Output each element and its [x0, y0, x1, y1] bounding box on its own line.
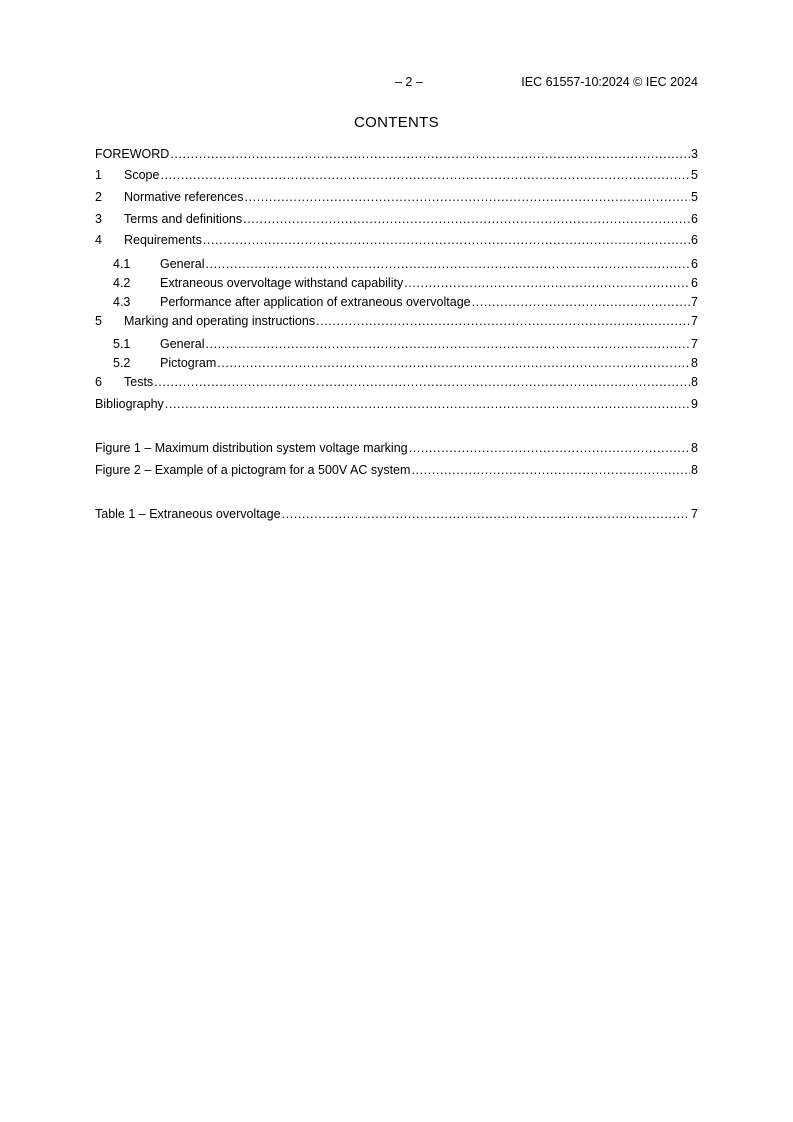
toc-entry-number: 4: [95, 233, 102, 247]
leader-dots: [154, 374, 690, 390]
figure-entry-title: Figure 1 – Maximum distribution system voltage marking: [95, 441, 408, 455]
toc-entry-4-2-withstand[interactable]: [113, 275, 698, 291]
figure-entry-1[interactable]: [95, 440, 698, 456]
toc-entry-title: Performance after application of extraneous overvoltage: [160, 295, 471, 309]
toc-entry-4-1-general[interactable]: [113, 256, 698, 272]
toc-entry-scope[interactable]: [95, 167, 698, 183]
toc-entry-page: 5: [691, 190, 698, 204]
toc-entry-page: 7: [691, 314, 698, 328]
toc-entry-number: 4.1: [113, 257, 131, 271]
toc-entry-tests[interactable]: [95, 374, 698, 390]
leader-dots: [472, 294, 690, 310]
toc-entry-title: General: [160, 337, 205, 351]
leader-dots: [205, 336, 690, 352]
toc-entry-number: 5.1: [113, 337, 131, 351]
toc-entry-terms-and-definitions[interactable]: [95, 211, 698, 227]
toc-entry-page: 6: [691, 212, 698, 226]
figure-entry-page: 8: [691, 441, 698, 455]
toc-entry-normative-references[interactable]: [95, 189, 698, 205]
toc-entry-title: Tests: [124, 375, 154, 389]
figure-entry-2[interactable]: [95, 462, 698, 478]
table-entry-title: Table 1 – Extraneous overvoltage: [95, 507, 281, 521]
leader-dots: [316, 313, 690, 329]
toc-entry-title: Extraneous overvoltage withstand capability: [160, 276, 404, 290]
leader-dots: [217, 355, 690, 371]
toc-entry-page: 6: [691, 276, 698, 290]
toc-entry-page: 6: [691, 257, 698, 271]
toc-entry-bibliography[interactable]: [95, 396, 698, 412]
leader-dots: [243, 211, 690, 227]
toc-entry-title: Bibliography: [95, 397, 164, 411]
toc-entry-title: Normative references: [124, 190, 244, 204]
page-number: – 2 –: [395, 75, 423, 89]
toc-entry-page: 6: [691, 233, 698, 247]
leader-dots: [411, 462, 690, 478]
toc-entry-number: 1: [95, 168, 102, 182]
toc-entry-page: 9: [691, 397, 698, 411]
toc-entry-page: 3: [691, 147, 698, 161]
toc-entry-number: 5.2: [113, 356, 131, 370]
leader-dots: [282, 506, 691, 522]
toc-entry-page: 8: [691, 356, 698, 370]
page-header: [95, 75, 698, 93]
toc-entry-number: 4.3: [113, 295, 131, 309]
leader-dots: [409, 440, 690, 456]
toc-entry-page: 5: [691, 168, 698, 182]
toc-entry-foreword[interactable]: [95, 146, 698, 162]
toc-entry-page: 7: [691, 295, 698, 309]
toc-entry-4-3-performance[interactable]: [113, 294, 698, 310]
toc-entry-requirements[interactable]: [95, 232, 698, 248]
leader-dots: [160, 167, 690, 183]
leader-dots: [203, 232, 690, 248]
toc-entry-number: 6: [95, 375, 102, 389]
leader-dots: [205, 256, 690, 272]
toc-entry-title: General: [160, 257, 205, 271]
document-reference: IEC 61557-10:2024 © IEC 2024: [521, 75, 698, 89]
toc-entry-number: 2: [95, 190, 102, 204]
leader-dots: [245, 189, 691, 205]
toc-entry-page: 8: [691, 375, 698, 389]
toc-entry-title: Marking and operating instructions: [124, 314, 316, 328]
leader-dots: [404, 275, 690, 291]
table-entry-1[interactable]: [95, 506, 698, 522]
toc-entry-number: 4.2: [113, 276, 131, 290]
table-entry-page: 7: [691, 507, 698, 521]
toc-entry-page: 7: [691, 337, 698, 351]
toc-entry-5-1-general[interactable]: [113, 336, 698, 352]
toc-entry-title: Pictogram: [160, 356, 217, 370]
toc-entry-number: 5: [95, 314, 102, 328]
toc-entry-marking[interactable]: [95, 313, 698, 329]
figure-entry-page: 8: [691, 463, 698, 477]
toc-entry-title: Terms and definitions: [124, 212, 243, 226]
toc-entry-5-2-pictogram[interactable]: [113, 355, 698, 371]
contents-title: CONTENTS: [354, 114, 439, 131]
figure-entry-title: Figure 2 – Example of a pictogram for a 500V AC system: [95, 463, 411, 477]
toc-entry-title: Requirements: [124, 233, 202, 247]
toc-entry-title: FOREWORD: [95, 147, 170, 161]
leader-dots: [170, 146, 690, 162]
toc-entry-title: Scope: [124, 168, 160, 182]
leader-dots: [165, 396, 690, 412]
toc-entry-number: 3: [95, 212, 102, 226]
